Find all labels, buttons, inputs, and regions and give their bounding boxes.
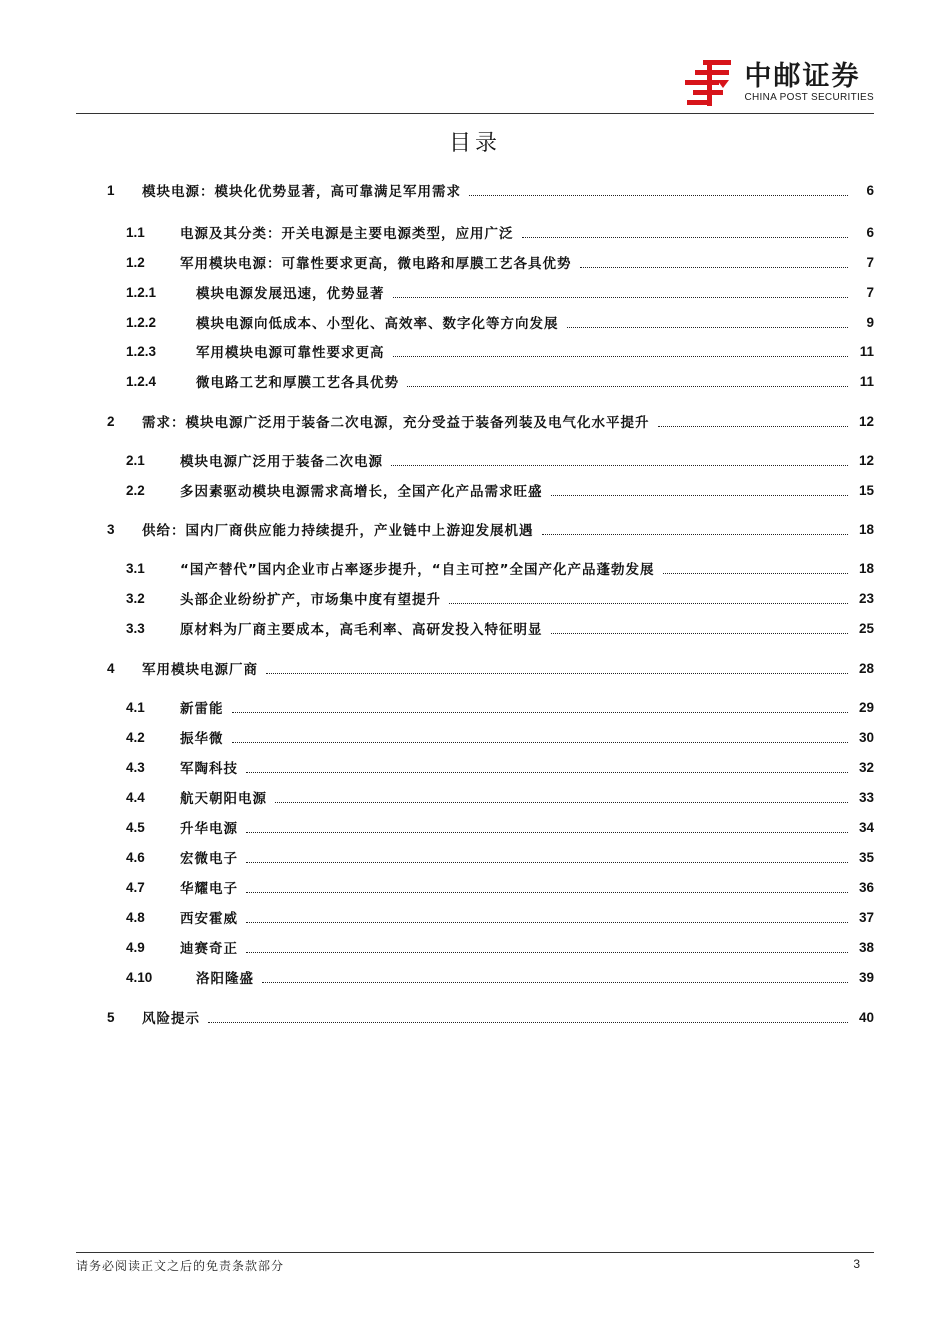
- toc-entry[interactable]: [107, 250, 874, 274]
- page-header: [76, 52, 874, 114]
- dot-leader: [542, 534, 849, 535]
- dot-leader: [246, 862, 848, 863]
- toc-entry[interactable]: [107, 815, 874, 839]
- toc-entry-number: 1.2.4: [126, 373, 157, 389]
- toc-entry[interactable]: [107, 905, 874, 929]
- dot-leader: [208, 1022, 848, 1023]
- toc-entry[interactable]: [107, 478, 874, 502]
- dot-leader: [246, 952, 848, 953]
- toc-entry[interactable]: [107, 616, 874, 640]
- toc-entry-number: 4.1: [126, 699, 145, 715]
- toc-entry-number: 4.10: [126, 969, 153, 985]
- toc-entry-page: 30: [858, 729, 874, 745]
- toc-entry-number: 1.2.2: [126, 314, 157, 330]
- toc-entry[interactable]: [107, 755, 874, 779]
- toc-entry-page: 11: [859, 373, 874, 389]
- toc-entry-number: 3: [107, 521, 115, 537]
- toc-entry[interactable]: [107, 448, 874, 472]
- toc-entry-number: 5: [107, 1009, 115, 1025]
- header-divider: [76, 113, 874, 114]
- toc-entry-number: 1.2.1: [126, 284, 157, 300]
- toc-entry-number: 2.1: [126, 452, 145, 468]
- toc-entry-title: 模块电源广泛用于装备二次电源: [180, 454, 383, 470]
- footer-divider: [76, 1252, 874, 1253]
- toc-entry-page: 6: [866, 182, 874, 198]
- dot-leader: [246, 892, 848, 893]
- toc-entry[interactable]: [107, 965, 874, 989]
- toc-entry-page: 18: [858, 560, 874, 576]
- dot-leader: [551, 495, 849, 496]
- toc-title: 目录: [448, 131, 501, 156]
- disclaimer-note: 请务必阅读正文之后的免责条款部分: [76, 1259, 285, 1273]
- toc-entry-number: 2.2: [126, 482, 145, 498]
- toc-entry-number: 1: [107, 182, 115, 198]
- dot-leader: [393, 297, 849, 298]
- toc-entry-number: 1.2.3: [126, 343, 157, 359]
- dot-leader: [551, 633, 849, 634]
- toc-entry-title: “国产替代”国内企业市占率逐步提升，“自主可控”全国产化产品蓬勃发展: [180, 562, 655, 578]
- toc-entry-number: 4: [107, 660, 115, 676]
- dot-leader: [580, 267, 849, 268]
- toc-entry-title: 宏微电子: [180, 851, 238, 867]
- toc-entry-title: 升华电源: [180, 821, 238, 837]
- toc-entry[interactable]: [107, 178, 874, 202]
- toc-entry[interactable]: [107, 875, 874, 899]
- toc-entry-title: 电源及其分类：开关电源是主要电源类型，应用广泛: [180, 226, 514, 242]
- toc-entry-page: 32: [858, 759, 874, 775]
- toc-entry[interactable]: [107, 310, 874, 334]
- toc-entry-number: 4.8: [126, 909, 145, 925]
- logo-chinese-name: 中邮证券: [744, 61, 861, 92]
- toc-entry-page: 18: [858, 521, 874, 537]
- toc-entry[interactable]: [107, 517, 874, 541]
- dot-leader: [663, 573, 849, 574]
- toc-entry-page: 15: [858, 482, 874, 498]
- toc-entry-page: 34: [858, 819, 874, 835]
- toc-entry-page: 25: [858, 620, 874, 636]
- toc-entry-title: 军用模块电源：可靠性要求更高，微电路和厚膜工艺各具优势: [180, 256, 572, 272]
- toc-entry-title: 模块电源发展迅速，优势显著: [196, 286, 385, 302]
- toc-entry-page: 29: [858, 699, 874, 715]
- toc-entry-title: 振华微: [180, 731, 224, 747]
- dot-leader: [407, 386, 848, 387]
- toc-entry-title: 新雷能: [180, 701, 224, 717]
- dot-leader: [449, 603, 848, 604]
- toc-entry[interactable]: [107, 785, 874, 809]
- company-logo: [683, 58, 874, 108]
- toc-entry-title: 迪赛奇正: [180, 941, 238, 957]
- toc-entry[interactable]: [107, 280, 874, 304]
- toc-entry[interactable]: [107, 586, 874, 610]
- dot-leader: [266, 673, 848, 674]
- page-number: 3: [853, 1257, 860, 1271]
- toc-entry-number: 4.3: [126, 759, 145, 775]
- toc-entry-page: 7: [866, 254, 874, 270]
- toc-entry-number: 4.5: [126, 819, 145, 835]
- dot-leader: [658, 426, 849, 427]
- toc-entry[interactable]: [107, 409, 874, 433]
- toc-entry-title: 模块电源向低成本、小型化、高效率、数字化等方向发展: [196, 316, 559, 332]
- toc-entry-page: 6: [866, 224, 874, 240]
- toc-entry-page: 12: [858, 452, 874, 468]
- toc-entry-title: 原材料为厂商主要成本，高毛利率、高研发投入特征明显: [180, 622, 543, 638]
- toc-entry-title: 西安霍威: [180, 911, 238, 927]
- toc-entry[interactable]: [107, 935, 874, 959]
- dot-leader: [262, 982, 848, 983]
- toc-entry-page: 28: [858, 660, 874, 676]
- dot-leader: [391, 465, 848, 466]
- toc-entry-page: 36: [858, 879, 874, 895]
- dot-leader: [232, 712, 849, 713]
- toc-entry[interactable]: [107, 725, 874, 749]
- toc-entry-title: 微电路工艺和厚膜工艺各具优势: [196, 375, 399, 391]
- toc-entry[interactable]: [107, 656, 874, 680]
- toc-entry-number: 4.9: [126, 939, 145, 955]
- toc-entry-page: 12: [858, 413, 874, 429]
- dot-leader: [275, 802, 848, 803]
- toc-entry-page: 7: [866, 284, 874, 300]
- toc-entry-title: 多因素驱动模块电源需求高增长，全国产化产品需求旺盛: [180, 484, 543, 500]
- toc-entry-title: 洛阳隆盛: [196, 971, 254, 987]
- toc-entry-page: 39: [858, 969, 874, 985]
- toc-entry-page: 40: [858, 1009, 874, 1025]
- toc-entry[interactable]: [107, 556, 874, 580]
- toc-entry-title: 供给：国内厂商供应能力持续提升，产业链中上游迎发展机遇: [142, 523, 534, 539]
- toc-entry-title: 风险提示: [142, 1011, 200, 1027]
- dot-leader: [232, 742, 849, 743]
- toc-entry-title: 头部企业纷纷扩产，市场集中度有望提升: [180, 592, 441, 608]
- dot-leader: [567, 327, 849, 328]
- toc-entry[interactable]: [107, 369, 874, 393]
- toc-entry-title: 航天朝阳电源: [180, 791, 267, 807]
- toc-entry-number: 3.3: [126, 620, 145, 636]
- china-post-logo-icon: [683, 58, 735, 108]
- toc-entry-title: 华耀电子: [180, 881, 238, 897]
- toc-entry-number: 3.2: [126, 590, 145, 606]
- toc-entry-page: 9: [866, 314, 874, 330]
- toc-entry[interactable]: [107, 1005, 874, 1029]
- toc-entry-title: 军用模块电源厂商: [142, 662, 258, 678]
- dot-leader: [393, 356, 849, 357]
- toc-entry-number: 4.6: [126, 849, 145, 865]
- toc-entry-title: 军陶科技: [180, 761, 238, 777]
- toc-entry[interactable]: [107, 845, 874, 869]
- dot-leader: [246, 772, 848, 773]
- toc-entry[interactable]: [107, 220, 874, 244]
- toc-entry[interactable]: [107, 339, 874, 363]
- toc-entry[interactable]: [107, 695, 874, 719]
- toc-entry-number: 4.2: [126, 729, 145, 745]
- toc-entry-title: 需求：模块电源广泛用于装备二次电源，充分受益于装备列装及电气化水平提升: [142, 415, 650, 431]
- toc-entry-number: 1.2: [126, 254, 145, 270]
- dot-leader: [469, 195, 848, 196]
- dot-leader: [246, 832, 848, 833]
- toc-entry-number: 4.4: [126, 789, 145, 805]
- toc-entry-number: 1.1: [126, 224, 145, 240]
- toc-entry-page: 37: [858, 909, 874, 925]
- toc-entry-page: 38: [858, 939, 874, 955]
- toc-entry-title: 模块电源：模块化优势显著，高可靠满足军用需求: [142, 184, 461, 200]
- toc-entry-title: 军用模块电源可靠性要求更高: [196, 345, 385, 361]
- toc-entry-page: 35: [858, 849, 874, 865]
- dot-leader: [522, 237, 849, 238]
- toc-entry-number: 4.7: [126, 879, 145, 895]
- toc-entry-page: 33: [858, 789, 874, 805]
- toc-entry-page: 23: [858, 590, 874, 606]
- logo-english-name: CHINA POST SECURITIES: [744, 92, 874, 103]
- toc-entry-number: 2: [107, 413, 115, 429]
- toc-entry-page: 11: [859, 343, 874, 359]
- toc-entry-number: 3.1: [126, 560, 145, 576]
- dot-leader: [246, 922, 848, 923]
